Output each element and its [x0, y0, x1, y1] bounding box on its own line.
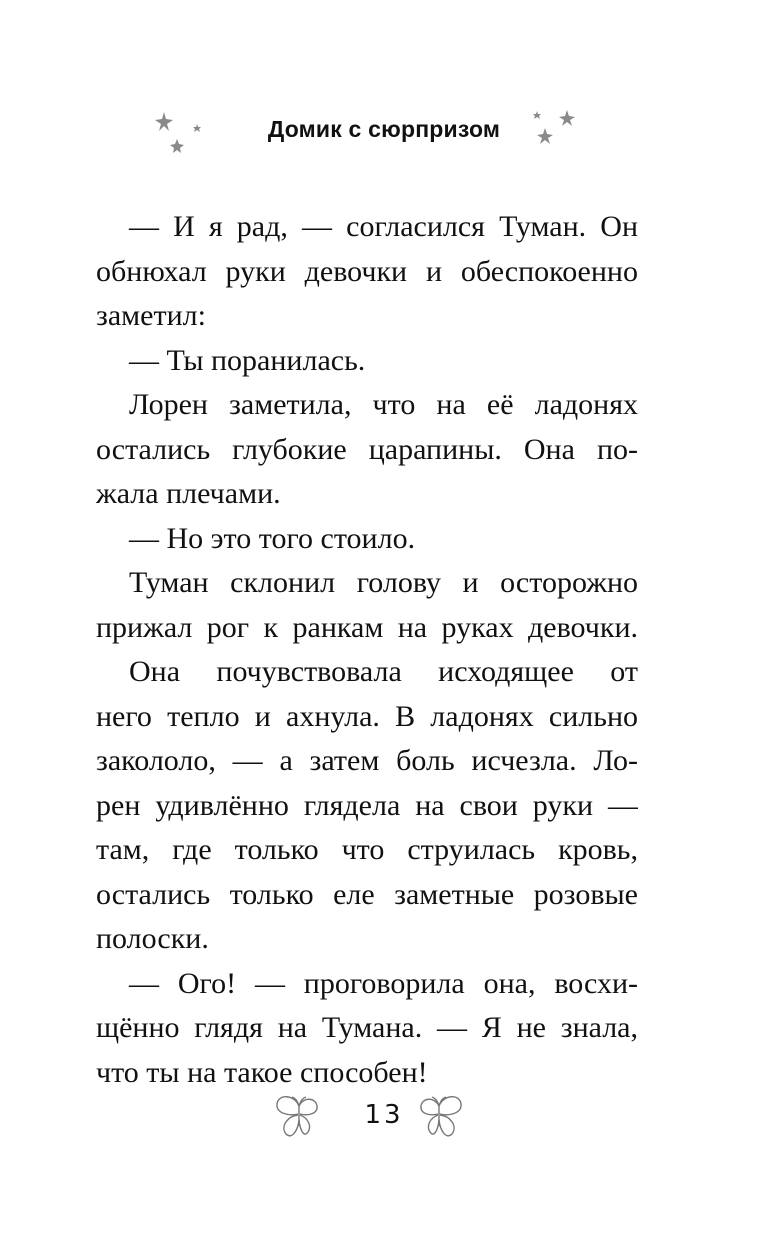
text-line: — И я рад, — согласился Туман. Он — [129, 210, 638, 243]
text-line: заметил: — [96, 299, 206, 332]
text-line: полоски. — [96, 922, 209, 955]
text-line: Она почувствовала исходящее от — [129, 655, 638, 688]
text-line: что ты на такое способен! — [96, 1055, 428, 1089]
text-line: прижал рог к ранкам на руках девочки. — [96, 610, 638, 644]
star-icon — [525, 108, 615, 158]
page-header — [0, 108, 768, 158]
text-line: остались только еле заметные розовые — [96, 877, 638, 911]
text-line: щённо глядя на Тумана. — Я не знала, — [96, 1011, 638, 1044]
text-line: жала плечами. — [96, 477, 281, 510]
text-line: — Но это того стоило. — [129, 521, 416, 555]
body-text — [96, 205, 638, 1095]
text-line: — Ты поранилась. — [129, 343, 366, 377]
text-line: Лорен заметила, что на её ладонях — [129, 388, 638, 421]
butterfly-icon — [412, 1092, 466, 1142]
text-line: него тепло и ахнула. В ладонях сильно — [96, 699, 638, 733]
text-line: Туман склонил голову и осторожно — [129, 566, 638, 599]
page-footer — [0, 1090, 768, 1150]
running-title: Домик с сюрпризом — [267, 116, 501, 142]
text-line: остались глубокие царапины. Она по- — [96, 432, 638, 466]
text-line: закололо, — а затем боль исчезла. Ло- — [96, 744, 638, 777]
text-line: рен удивлённо глядела на свои руки — — [96, 788, 638, 822]
page-number: 13 — [364, 1100, 404, 1130]
text-line: обнюхал руки девочки и обеспокоенно — [96, 254, 638, 288]
text-line: там, где только что струилась кровь, — [96, 833, 638, 866]
text-line: — Ого! — проговорила она, восхи- — [129, 966, 638, 1000]
